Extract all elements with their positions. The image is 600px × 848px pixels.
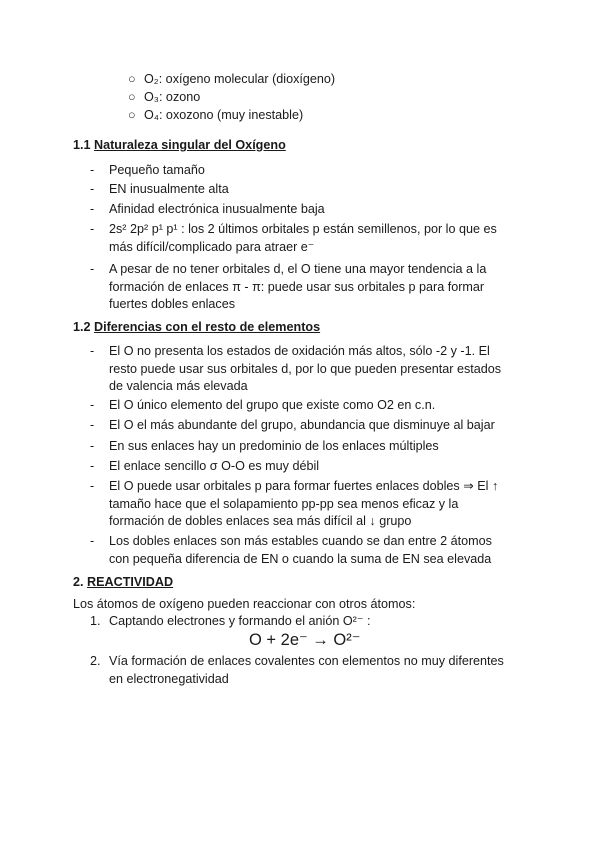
dash-bullet: - <box>90 344 95 358</box>
item-text: : oxígeno molecular (dioxígeno) <box>158 72 336 86</box>
list-item: El O único elemento del grupo que existe como O2 en c.n. <box>109 398 436 412</box>
list-item: Captando electrones y formando el anión O²⁻ : <box>109 614 371 628</box>
list-number: 1. <box>90 614 101 628</box>
list-item: En sus enlaces hay un predominio de los enlaces múltiples <box>109 439 439 453</box>
list-item <box>128 107 303 125</box>
dash-bullet: - <box>90 479 95 493</box>
circle-bullet-icon: ○ <box>128 72 136 86</box>
dash-bullet: - <box>90 439 95 453</box>
circle-bullet-icon: ○ <box>128 90 136 104</box>
list-item: El O el más abundante del grupo, abundancia que disminuye al bajar <box>109 418 495 432</box>
list-item: Los dobles enlaces son más estables cuando se dan entre 2 átomos con pequeña diferencia de EN o cuando la suma de EN sea elevada <box>109 534 492 566</box>
list-item <box>128 71 335 89</box>
formula: O₃ <box>144 90 159 104</box>
list-item: Vía formación de enlaces covalentes con elementos no muy diferentes en electronegatividad <box>109 654 504 686</box>
section-heading: 1.2 Diferencias con el resto de elementos <box>73 320 321 334</box>
dash-bullet: - <box>90 262 95 276</box>
dash-bullet: - <box>90 202 95 216</box>
dash-bullet: - <box>90 418 95 432</box>
section-title: Diferencias con el resto de elementos <box>94 320 321 334</box>
dash-bullet: - <box>90 398 95 412</box>
dash-bullet: - <box>90 222 95 236</box>
list-item <box>128 89 200 107</box>
list-number: 2. <box>90 654 101 668</box>
item-text: : ozono <box>158 90 201 104</box>
section-heading: 1.1 Naturaleza singular del Oxígeno <box>73 138 286 152</box>
list-item: El enlace sencillo σ O-O es muy débil <box>109 459 320 473</box>
dash-bullet: - <box>90 459 95 473</box>
list-item: El O puede usar orbitales p para formar fuertes enlaces dobles ⇒ El ↑ tamaño hace que el solapamiento pp-pp sea menos eficaz y la formación de dobles enlaces sea más difícil al ↓ grupo <box>109 479 499 528</box>
paragraph: Los átomos de oxígeno pueden reaccionar con otros átomos: <box>73 597 416 611</box>
list-item: EN inusualmente alta <box>109 182 229 196</box>
formula: O₄ <box>144 108 159 122</box>
circle-bullet-icon: ○ <box>128 108 136 122</box>
section-title: REACTIVIDAD <box>87 575 174 589</box>
section-title: Naturaleza singular del Oxígeno <box>94 138 286 152</box>
dash-bullet: - <box>90 182 95 196</box>
item-text: : oxozono (muy inestable) <box>158 108 304 122</box>
dash-bullet: - <box>90 163 95 177</box>
chemical-equation: O + 2e⁻ → O²⁻ <box>249 631 361 649</box>
list-item: Afinidad electrónica inusualmente baja <box>109 202 325 216</box>
dash-bullet: - <box>90 534 95 548</box>
list-item: El O no presenta los estados de oxidación más altos, sólo -2 y -1. El resto puede usar sus orbitales d, por lo que pueden presentar estados de valencia más elevada <box>109 344 502 393</box>
list-item: Pequeño tamaño <box>109 163 205 177</box>
section-heading: 2. REACTIVIDAD <box>73 575 174 589</box>
formula: O₂ <box>144 72 159 86</box>
list-item: 2s² 2p² p¹ p¹ : los 2 últimos orbitales p están semillenos, por lo que es más difícil/complicado para atraer e⁻ <box>109 222 497 254</box>
list-item: A pesar de no tener orbitales d, el O tiene una mayor tendencia a la formación de enlaces π - π: puede usar sus orbitales p para formar fuertes dobles enlaces <box>109 262 487 311</box>
